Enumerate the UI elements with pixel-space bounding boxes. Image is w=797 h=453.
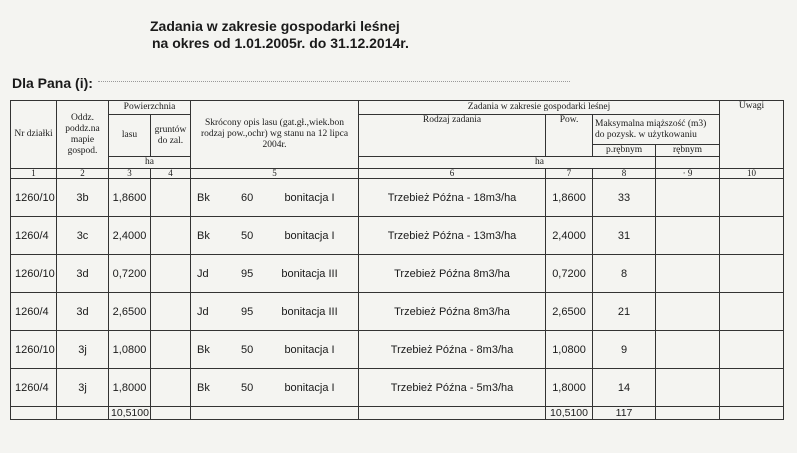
col-num-1: 1	[11, 169, 57, 179]
cell-wiek: 60	[241, 191, 254, 204]
cell-gruntow	[151, 255, 191, 293]
total-empty-6	[359, 407, 546, 420]
cell-wiek: 95	[241, 305, 254, 318]
cell-wiek: 50	[241, 381, 254, 394]
cell-nr: 1260/4	[11, 369, 57, 407]
recipient-label: Dla Pana (i):	[12, 75, 93, 91]
cell-rodzaj: Trzebież Późna - 13m3/ha	[359, 217, 546, 255]
cell-opis	[191, 369, 359, 407]
cell-oddz: 3d	[57, 293, 109, 331]
cell-gruntow	[151, 331, 191, 369]
cell-bon: bonitacja I	[284, 381, 335, 394]
cell-uwagi	[720, 255, 784, 293]
cell-uwagi	[720, 331, 784, 369]
cell-gruntow	[151, 369, 191, 407]
title-line-1: Zadania w zakresie gospodarki leśnej	[150, 18, 400, 34]
cell-bon: bonitacja III	[281, 305, 338, 318]
cell-p-rebnym: 21	[593, 293, 656, 331]
total-empty-5	[191, 407, 359, 420]
cell-opis	[191, 217, 359, 255]
cell-lasu: 1,8000	[109, 369, 151, 407]
cell-pow: 1,8600	[546, 179, 593, 217]
cell-rodzaj: Trzebież Późna 8m3/ha	[359, 255, 546, 293]
cell-oddz: 3d	[57, 255, 109, 293]
cell-bon: bonitacja I	[284, 343, 335, 356]
cell-wiek: 95	[241, 267, 254, 280]
table-row	[11, 331, 784, 369]
col-num-6: 6	[359, 169, 546, 179]
header-powierzchnia: Powierzchnia	[109, 101, 191, 115]
column-number-row	[11, 169, 784, 179]
cell-bon: bonitacja I	[284, 229, 335, 242]
cell-gruntow	[151, 293, 191, 331]
cell-wiek: 50	[241, 229, 254, 242]
recipient-fill-line	[98, 80, 570, 82]
cell-rodzaj: Trzebież Późna - 5m3/ha	[359, 369, 546, 407]
cell-nr: 1260/10	[11, 255, 57, 293]
col-num-3: 3	[109, 169, 151, 179]
total-empty-1	[11, 407, 57, 420]
cell-uwagi	[720, 293, 784, 331]
cell-gruntow	[151, 217, 191, 255]
cell-p-rebnym: 31	[593, 217, 656, 255]
cell-oddz: 3b	[57, 179, 109, 217]
cell-uwagi	[720, 217, 784, 255]
col-num-7: 7	[546, 169, 593, 179]
table-row	[11, 293, 784, 331]
cell-pow: 0,7200	[546, 255, 593, 293]
cell-gat: Bk	[197, 191, 210, 204]
col-num-4: 4	[151, 169, 191, 179]
cell-opis	[191, 179, 359, 217]
total-empty-9	[656, 407, 720, 420]
cell-uwagi	[720, 179, 784, 217]
header-p-rebnym: p.rębnym	[593, 145, 656, 157]
title-line-2: na okres od 1.01.2005r. do 31.12.2014r.	[152, 35, 409, 51]
header-pow-unit: ha	[359, 157, 656, 169]
cell-opis	[191, 255, 359, 293]
cell-pow: 1,8000	[546, 369, 593, 407]
header-lasu: lasu	[109, 115, 151, 157]
cell-rebnym	[656, 179, 720, 217]
cell-rebnym	[656, 331, 720, 369]
cell-rebnym	[656, 369, 720, 407]
cell-lasu: 1,0800	[109, 331, 151, 369]
table-row	[11, 369, 784, 407]
header-rebnym: rębnym	[656, 145, 720, 157]
header-uwagi: Uwagi	[720, 101, 784, 169]
cell-lasu: 2,4000	[109, 217, 151, 255]
header-oddzial: Oddz. poddz.na mapie gospod.	[57, 101, 109, 169]
header-gruntow: gruntów do zal.	[151, 115, 191, 157]
cell-nr: 1260/4	[11, 217, 57, 255]
cell-rodzaj: Trzebież Późna 8m3/ha	[359, 293, 546, 331]
header-pow: Pow.	[546, 115, 593, 157]
col-num-5: 5	[191, 169, 359, 179]
cell-bon: bonitacja III	[281, 267, 338, 280]
cell-rebnym	[656, 255, 720, 293]
col-num-8: 8	[593, 169, 656, 179]
cell-opis	[191, 331, 359, 369]
total-lasu: 10,5100	[109, 407, 151, 420]
cell-pow: 2,6500	[546, 293, 593, 331]
header-opis: Skrócony opis lasu (gat.gł.,wiek.bon rodzaj pow.,ochr) wg stanu na 12 lipca 2004r.	[191, 101, 359, 169]
col-num-2: 2	[57, 169, 109, 179]
col-num-10: 10	[720, 169, 784, 179]
cell-rodzaj: Trzebież Późna - 8m3/ha	[359, 331, 546, 369]
cell-p-rebnym: 8	[593, 255, 656, 293]
cell-lasu: 2,6500	[109, 293, 151, 331]
cell-gat: Jd	[197, 305, 209, 318]
cell-bon: bonitacja I	[284, 191, 335, 204]
cell-uwagi	[720, 369, 784, 407]
cell-pow: 1,0800	[546, 331, 593, 369]
document-title	[150, 18, 409, 52]
total-pow: 10,5100	[546, 407, 593, 420]
forest-tasks-table	[10, 100, 784, 420]
cell-gat: Bk	[197, 381, 210, 394]
cell-p-rebnym: 14	[593, 369, 656, 407]
forest-tasks-table-wrapper	[10, 100, 783, 432]
total-empty-4	[151, 407, 191, 420]
total-p-rebnym: 117	[593, 407, 656, 420]
table-row	[11, 255, 784, 293]
cell-oddz: 3j	[57, 369, 109, 407]
header-zadania: Zadania w zakresie gospodarki leśnej	[359, 101, 720, 115]
cell-p-rebnym: 9	[593, 331, 656, 369]
cell-lasu: 0,7200	[109, 255, 151, 293]
totals-row	[11, 407, 784, 420]
cell-gruntow	[151, 179, 191, 217]
cell-gat: Bk	[197, 343, 210, 356]
cell-rebnym	[656, 217, 720, 255]
cell-gat: Bk	[197, 229, 210, 242]
cell-oddz: 3j	[57, 331, 109, 369]
table-row	[11, 179, 784, 217]
cell-rodzaj: Trzebież Późna - 18m3/ha	[359, 179, 546, 217]
cell-nr: 1260/10	[11, 179, 57, 217]
cell-rebnym	[656, 293, 720, 331]
total-empty-10	[720, 407, 784, 420]
col-num-9: · 9	[656, 169, 720, 179]
cell-lasu: 1,8600	[109, 179, 151, 217]
cell-oddz: 3c	[57, 217, 109, 255]
table-row	[11, 217, 784, 255]
header-rodzaj: Rodzaj zadania	[359, 115, 546, 157]
header-ha: ha	[109, 157, 191, 169]
cell-nr: 1260/10	[11, 331, 57, 369]
cell-opis	[191, 293, 359, 331]
cell-wiek: 50	[241, 343, 254, 356]
total-empty-2	[57, 407, 109, 420]
header-nr-dzialki: Nr działki	[11, 101, 57, 169]
header-miazszosc: Maksymalna miąższość (m3) do pozysk. w użytkowaniu	[593, 115, 720, 145]
cell-nr: 1260/4	[11, 293, 57, 331]
cell-p-rebnym: 33	[593, 179, 656, 217]
cell-pow: 2,4000	[546, 217, 593, 255]
cell-gat: Jd	[197, 267, 209, 280]
